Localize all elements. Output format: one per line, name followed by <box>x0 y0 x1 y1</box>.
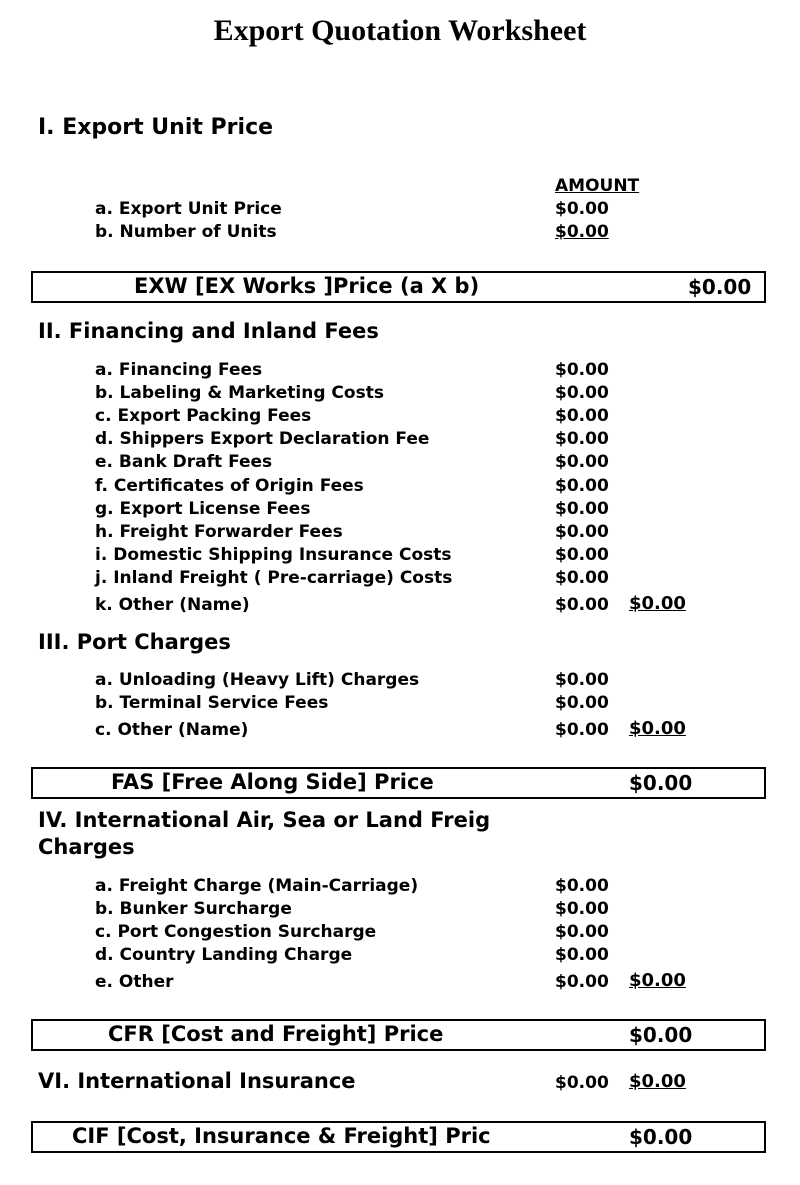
cif-price-value[interactable]: $0.00 <box>629 1125 693 1149</box>
line-item-amount[interactable]: $0.00 <box>555 922 609 942</box>
cfr-price-value[interactable]: $0.00 <box>629 1023 693 1047</box>
line-item-label: j. Inland Freight ( Pre-carriage) Costs <box>95 567 453 588</box>
line-item-label: b. Bunker Surcharge <box>95 899 292 919</box>
line-item-amount[interactable]: $0.00 <box>555 899 609 919</box>
line-item-label: e. Bank Draft Fees <box>95 452 273 473</box>
exw-price-value[interactable]: $0.00 <box>688 275 752 299</box>
item-export-unit-price: a. Export Unit Price <box>95 199 282 219</box>
cif-price-box <box>31 1121 766 1153</box>
cfr-price-box <box>31 1019 766 1051</box>
section-subtotal[interactable]: $0.00 <box>629 718 686 739</box>
line-item-label: a. Financing Fees <box>95 360 263 380</box>
line-item-amount[interactable]: $0.00 <box>555 498 609 519</box>
line-item-label: b. Terminal Service Fees <box>95 693 329 713</box>
section-subtotal[interactable]: $0.00 <box>629 593 686 614</box>
line-item-amount[interactable]: $0.00 <box>555 360 609 380</box>
page-title: Export Quotation Worksheet <box>213 14 587 47</box>
section-3-heading: III. Port Charges <box>38 630 231 654</box>
exw-price-box <box>31 271 766 303</box>
line-item-amount[interactable]: $0.00 <box>555 429 609 450</box>
line-item-amount[interactable]: $0.00 <box>555 670 609 690</box>
line-item-amount[interactable]: $0.00 <box>555 521 609 542</box>
fas-price-value[interactable]: $0.00 <box>629 771 693 795</box>
section-4-heading-line2: Charges <box>38 835 135 859</box>
section-4-heading-line1: IV. International Air, Sea or Land Freig <box>38 808 491 832</box>
subtotal-international-insurance[interactable]: $0.00 <box>629 1071 686 1092</box>
line-item-amount[interactable]: $0.00 <box>555 972 609 992</box>
line-item-label: e. Other <box>95 972 174 992</box>
line-item-label: c. Export Packing Fees <box>95 406 312 427</box>
line-item-amount[interactable]: $0.00 <box>555 595 609 615</box>
cfr-price-label: CFR [Cost and Freight] Price <box>108 1022 444 1046</box>
line-item-amount[interactable]: $0.00 <box>555 383 609 404</box>
line-item-label: a. Unloading (Heavy Lift) Charges <box>95 670 420 690</box>
line-item-amount[interactable]: $0.00 <box>555 567 609 588</box>
line-item-label: d. Shippers Export Declaration Fee <box>95 429 430 450</box>
item-number-of-units: b. Number of Units <box>95 222 277 242</box>
line-item-amount[interactable]: $0.00 <box>555 452 609 473</box>
line-item-label: b. Labeling & Marketing Costs <box>95 383 384 404</box>
line-item-label: d. Country Landing Charge <box>95 945 353 965</box>
line-item-label: a. Freight Charge (Main-Carriage) <box>95 876 419 896</box>
line-item-label: c. Other (Name) <box>95 720 249 740</box>
line-item-amount[interactable]: $0.00 <box>555 475 609 496</box>
exw-price-label: EXW [EX Works ]Price (a X b) <box>134 274 480 298</box>
section-6-heading: VI. International Insurance <box>38 1069 356 1093</box>
line-item-amount[interactable]: $0.00 <box>555 544 609 565</box>
line-item-amount[interactable]: $0.00 <box>555 406 609 427</box>
cif-price-label: CIF [Cost, Insurance & Freight] Pric <box>72 1124 491 1148</box>
line-item-label: k. Other (Name) <box>95 595 250 615</box>
amount-number-of-units[interactable]: $0.00 <box>555 222 609 242</box>
line-item-label: c. Port Congestion Surcharge <box>95 922 377 942</box>
section-1-heading: I. Export Unit Price <box>38 115 274 140</box>
line-item-amount[interactable]: $0.00 <box>555 945 609 965</box>
fas-price-box <box>31 767 766 799</box>
section-2-heading: II. Financing and Inland Fees <box>38 319 379 343</box>
line-item-label: f. Certificates of Origin Fees <box>95 475 364 496</box>
section-subtotal[interactable]: $0.00 <box>629 970 686 991</box>
fas-price-label: FAS [Free Along Side] Price <box>111 770 434 794</box>
line-item-label: i. Domestic Shipping Insurance Costs <box>95 544 452 565</box>
line-item-amount[interactable]: $0.00 <box>555 720 609 740</box>
line-item-label: h. Freight Forwarder Fees <box>95 521 343 542</box>
line-item-label: g. Export License Fees <box>95 498 311 519</box>
amount-export-unit-price[interactable]: $0.00 <box>555 199 609 219</box>
line-item-amount[interactable]: $0.00 <box>555 876 609 896</box>
amount-header: AMOUNT <box>555 176 640 196</box>
line-item-amount[interactable]: $0.00 <box>555 693 609 713</box>
amount-international-insurance[interactable]: $0.00 <box>555 1073 609 1093</box>
